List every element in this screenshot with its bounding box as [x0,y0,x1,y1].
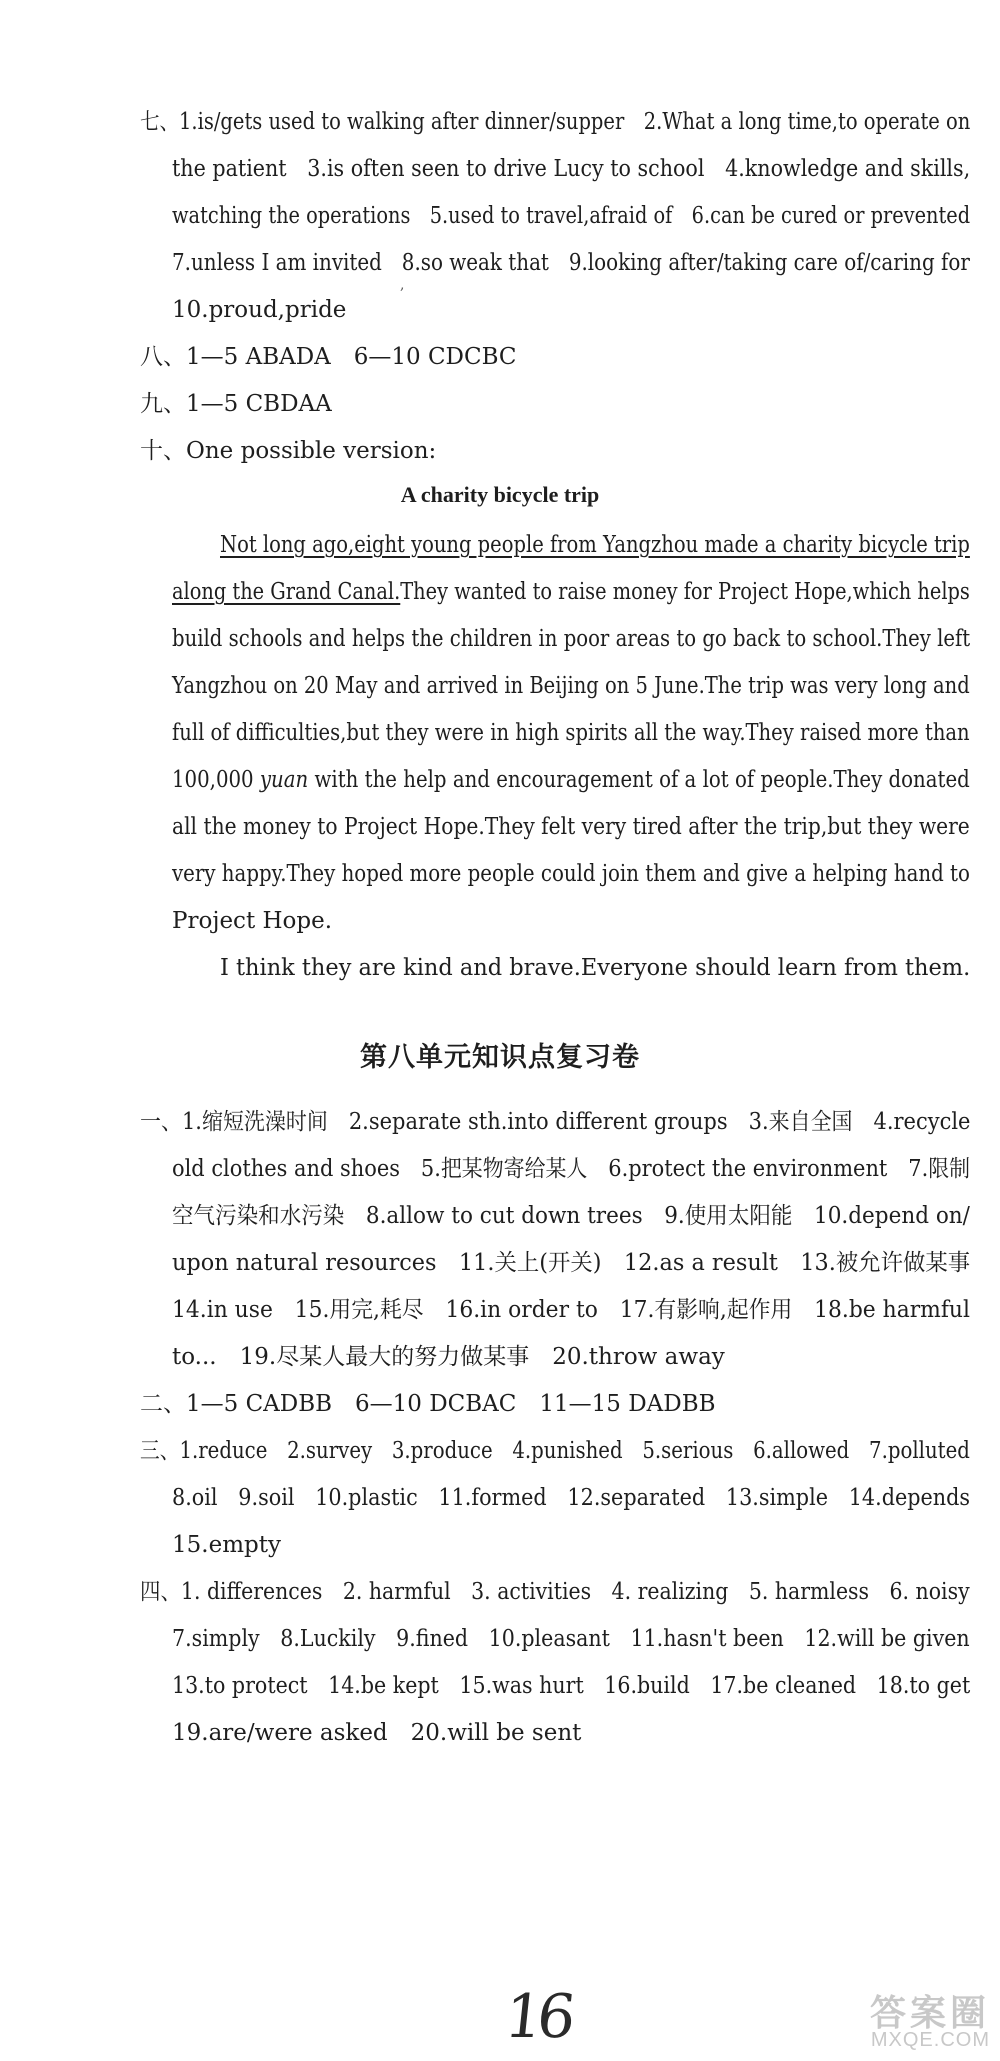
essay-line-9: Project Hope. [172,908,333,934]
watermark-url: MXQE.COM [870,2029,990,2051]
stray-mark: , [400,277,405,293]
unit8-part2: 二、1—5 CADBB 6—10 DCBAC 11—15 DADBB [140,1391,716,1417]
essay-line-8: very happy.They hoped more people could join them and give a helping hand to [172,861,970,887]
essay-closing: I think they are kind and brave.Everyone should learn from them. [220,955,971,981]
unit8-part3-line-1: 三、1.reduce 2.survey 3.produce 4.punished 5.serious 6.allowed 7.polluted [140,1438,970,1464]
unit8-part1-line-2: old clothes and shoes 5.把某物寄给某人 6.protect the environment 7.限制 [172,1156,971,1182]
unit8-part1-line-6: to... 19.尽某人最大的努力做某事 20.throw away [172,1344,725,1370]
unit8-part3-line-3: 15.empty [172,1532,281,1558]
unit8-part4-line-4: 19.are/were asked 20.will be sent [172,1720,582,1746]
essay-line-6: 100,000 yuan with the help and encouragement of a lot of people.They donated [172,767,970,793]
part10-intro: 十、One possible version: [140,438,437,464]
unit8-part4-line-2: 7.simply 8.Luckily 9.fined 10.pleasant 11.hasn't been 12.will be given [172,1626,970,1652]
part9-answers: 九、1—5 CBDAA [140,391,332,417]
essay-line-2: along the Grand Canal.They wanted to raise money for Project Hope,which helps [172,579,970,605]
unit8-title: 第八单元知识点复习卷 [360,1042,640,1073]
unit8-part1-line-3: 空气污染和水污染 8.allow to cut down trees 9.使用太阳能 10.depend on/ [172,1203,970,1229]
essay-line-7: all the money to Project Hope.They felt very tired after the trip,but they were [172,814,970,840]
essay-title: A charity bicycle trip [400,482,600,507]
unit8-part1-line-5: 14.in use 15.用完,耗尽 16.in order to 17.有影响,起作用 18.be harmful [172,1297,970,1323]
part7-line-4: 7.unless I am invited 8.so weak that 9.looking after/taking care of/caring for [172,250,970,276]
part7-line-1: 七、1.is/gets used to walking after dinner/supper 2.What a long time,to operate on [140,109,971,135]
unit8-part4-line-3: 13.to protect 14.be kept 15.was hurt 16.build 17.be cleaned 18.to get [172,1673,971,1699]
part7-line-3: watching the operations 5.used to travel,afraid of 6.can be cured or prevented [172,203,971,229]
part7-line-5: 10.proud,pride [172,297,347,323]
unit8-part1-line-1: 一、1.缩短洗澡时间 2.separate sth.into different groups 3.来自全国 4.recycle [140,1109,971,1135]
essay-line-3: build schools and helps the children in poor areas to go back to school.They left [172,626,971,652]
unit8-part3-line-2: 8.oil 9.soil 10.plastic 11.formed 12.separated 13.simple 14.depends [172,1485,971,1511]
page-number-handwritten: 16 [501,1982,574,2052]
unit8-part4-line-1: 四、1. differences 2. harmful 3. activities 4. realizing 5. harmless 6. noisy [140,1579,970,1605]
part7-line-2: the patient 3.is often seen to drive Lucy to school 4.knowledge and skills, [172,156,971,182]
watermark-logo-text: 答案圈 [869,1992,990,2034]
essay-line-5: full of difficulties,but they were in high spirits all the way.They raised more than [172,720,970,746]
site-watermark [820,1985,995,2057]
unit8-part1-line-4: upon natural resources 11.关上(开关) 12.as a result 13.被允许做某事 [172,1250,971,1276]
essay-line-1: Not long ago,eight young people from Yangzhou made a charity bicycle trip [220,532,970,558]
part8-answers: 八、1—5 ABADA 6—10 CDCBC [140,344,517,370]
essay-line-4: Yangzhou on 20 May and arrived in Beijing on 5 June.The trip was very long and [172,673,970,699]
